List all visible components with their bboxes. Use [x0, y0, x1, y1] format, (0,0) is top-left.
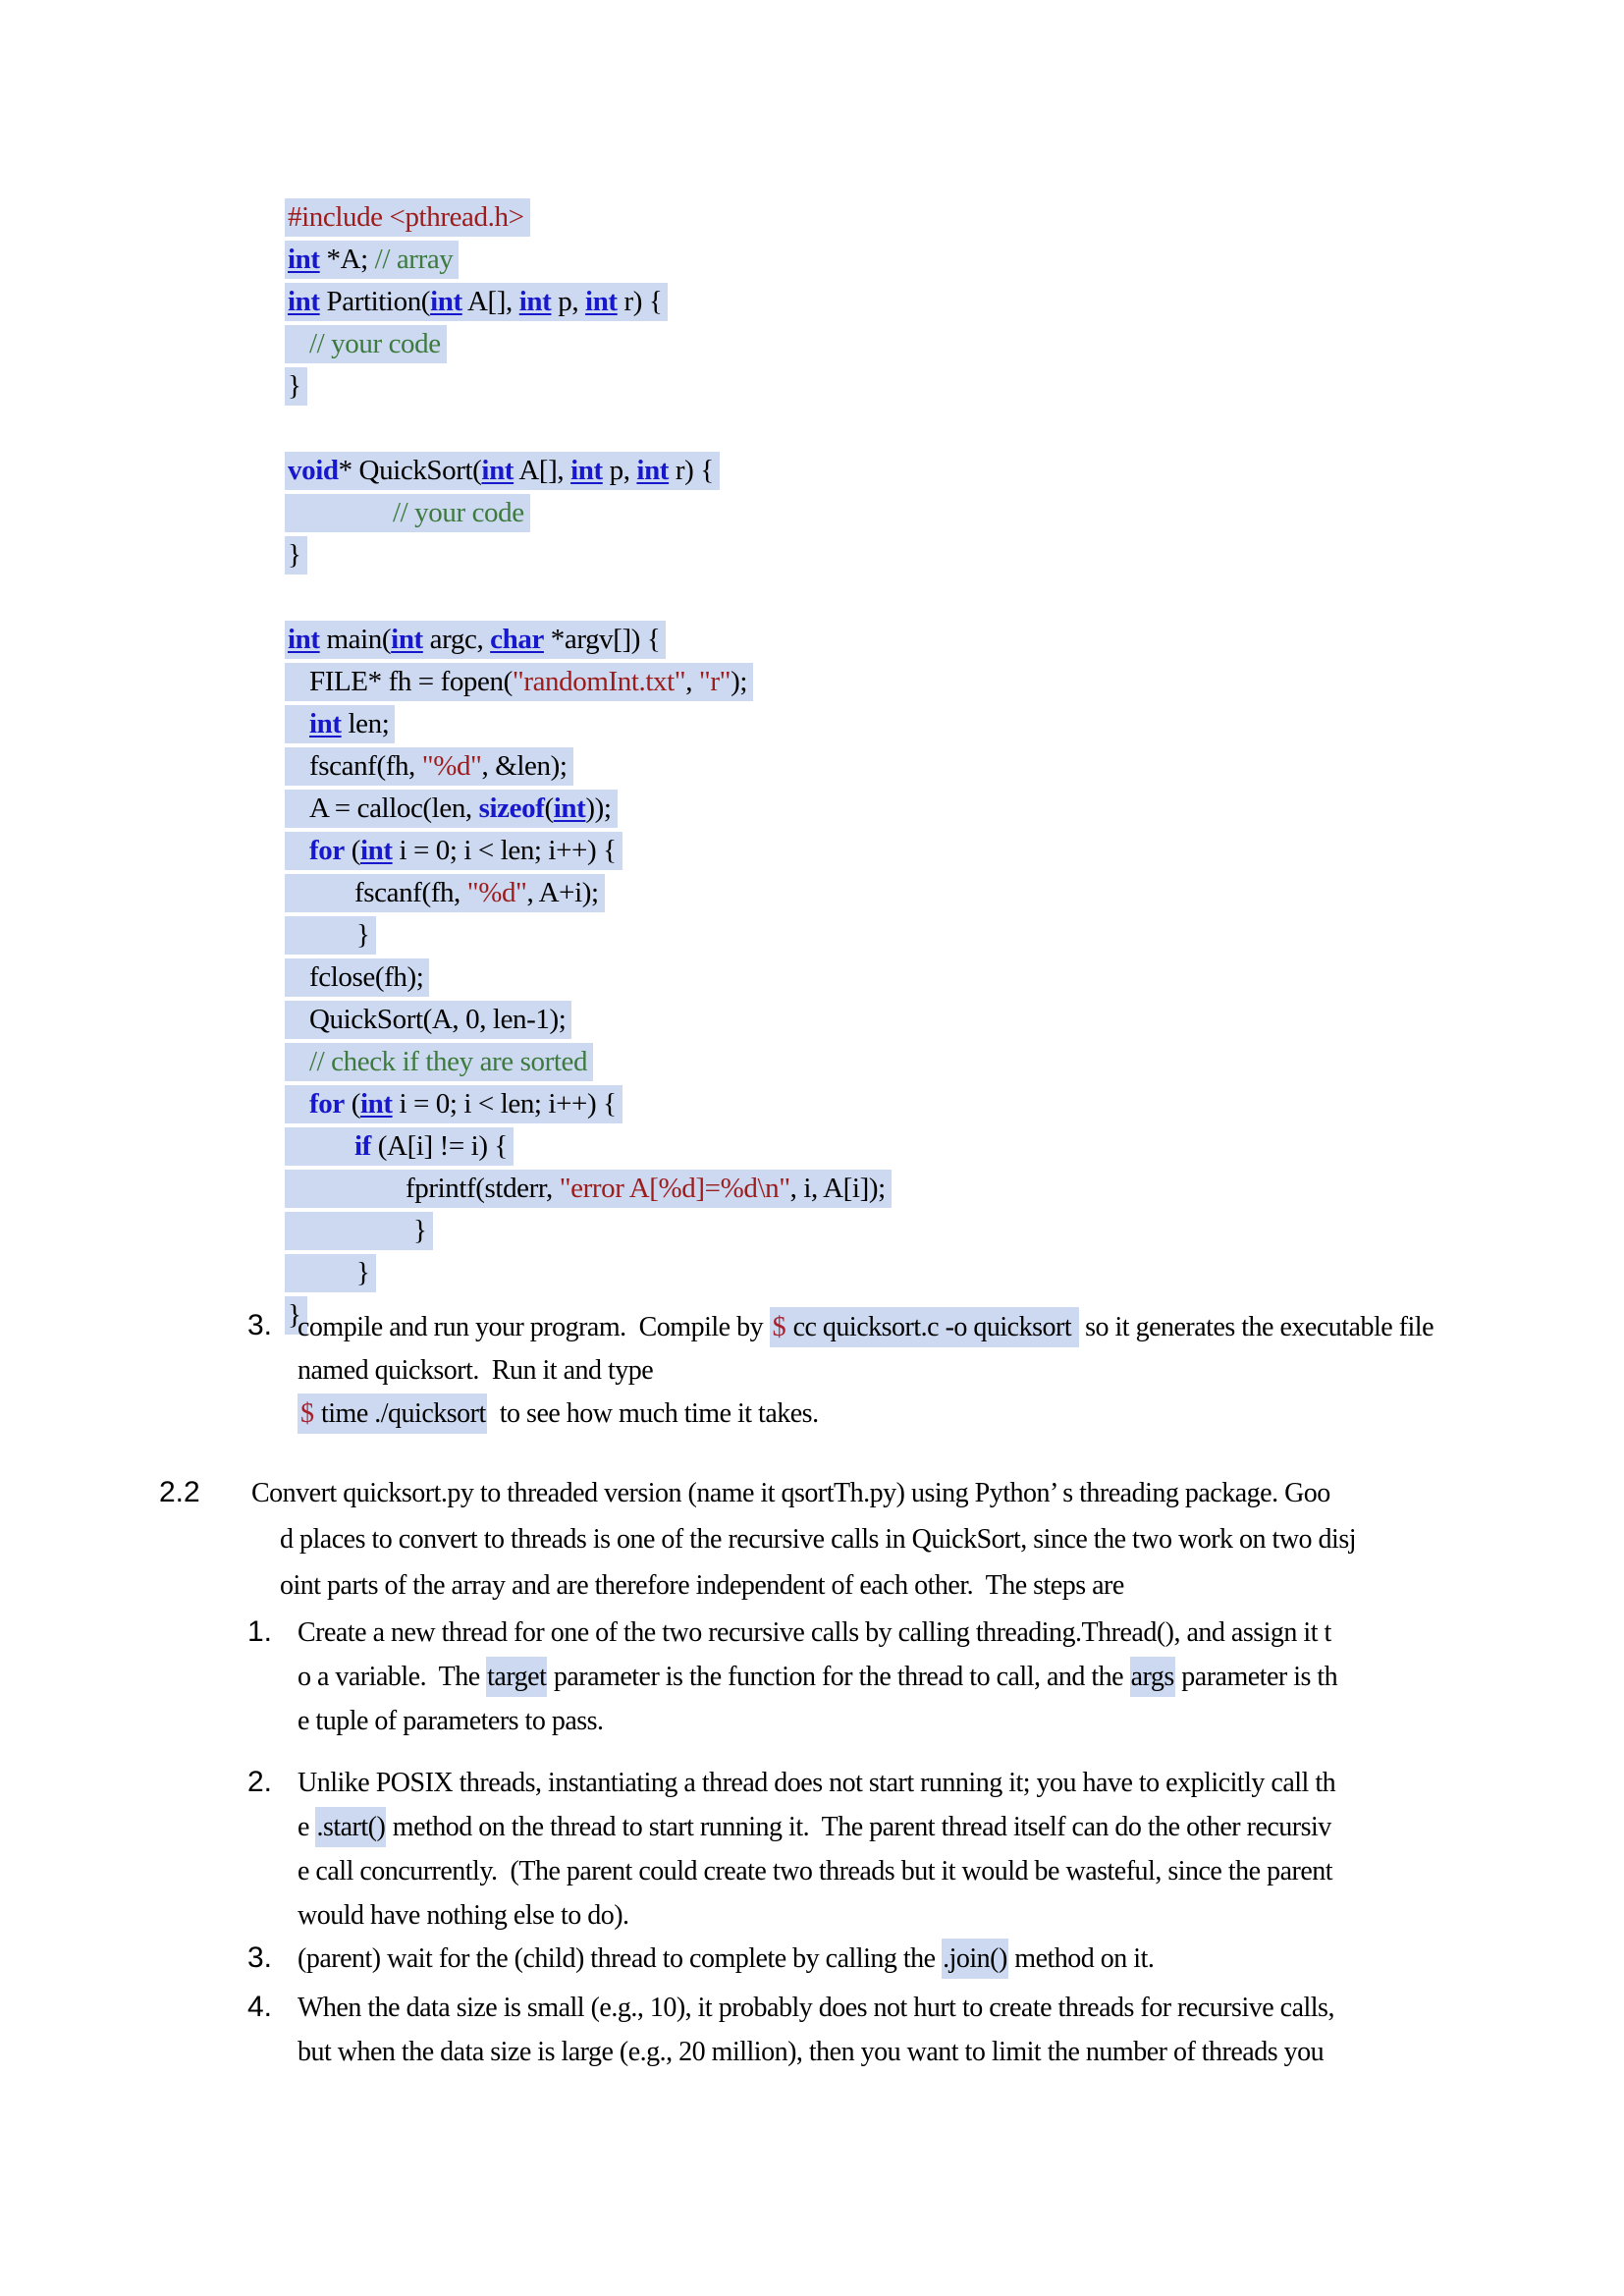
token-bhl: .start()	[315, 1807, 386, 1847]
code-highlight	[285, 1127, 514, 1166]
token-text: oint parts of the array and are therefore independent of each other. The steps are	[280, 1570, 1124, 1601]
token-text: method on it.	[1007, 1943, 1155, 1974]
code-line	[285, 830, 892, 872]
token-kwu: int	[553, 793, 586, 824]
token-text: A[],	[461, 286, 519, 317]
token-kwu: int	[585, 286, 618, 317]
list-number: 2.	[247, 1766, 273, 1798]
list-item-text	[298, 1761, 1335, 1938]
token-com: // your code	[309, 328, 441, 359]
text-line	[298, 1986, 1334, 2030]
token-text: *A;	[319, 244, 375, 275]
token-bhl: cc quicksort.c -o quicksort	[785, 1307, 1079, 1347]
token-str: "%d"	[466, 877, 527, 908]
text-line	[298, 1306, 1434, 1349]
token-com: // your code	[393, 497, 524, 528]
token-kwu: int	[518, 286, 552, 317]
list-number: 3.	[247, 1309, 273, 1341]
code-line	[285, 239, 892, 281]
token-kwu: int	[288, 286, 320, 317]
token-hlred: $	[298, 1394, 314, 1434]
text-line	[298, 2030, 1334, 2074]
token-text: A[],	[514, 455, 571, 486]
token-text: }	[413, 1215, 427, 1246]
token-text: (A[i] != i) {	[370, 1130, 508, 1162]
code-line	[285, 999, 892, 1041]
token-kwu: int	[309, 708, 342, 739]
token-text: QuickSort(A, 0, len-1);	[309, 1004, 567, 1035]
code-line	[285, 1252, 892, 1294]
token-bhl: time ./quicksort	[314, 1394, 487, 1434]
section-text	[251, 1470, 1357, 1609]
token-text: r) {	[617, 286, 663, 317]
token-text: so it generates the executable file	[1078, 1312, 1434, 1342]
token-text: ,	[685, 666, 699, 697]
token-kwu: int	[481, 455, 514, 486]
code-highlight	[285, 1212, 433, 1250]
token-text: (	[544, 793, 554, 824]
code-line	[285, 1083, 892, 1125]
section-number: 2.2	[159, 1476, 200, 1508]
token-kwu: int	[359, 1088, 393, 1120]
token-kw: for	[309, 1088, 345, 1120]
token-text: fclose(fh);	[309, 961, 424, 993]
token-bhl: .join()	[942, 1939, 1008, 1979]
token-text: o a variable. The	[298, 1662, 487, 1692]
code-line	[285, 1125, 892, 1168]
token-text: }	[288, 370, 301, 402]
text-line	[251, 1470, 1356, 1516]
token-str: "randomInt.txt"	[512, 666, 686, 697]
token-text: }	[356, 919, 370, 951]
code-line	[285, 534, 892, 576]
token-text: }	[288, 539, 301, 571]
list-number: 4.	[247, 1991, 273, 2023]
token-bhl: args	[1130, 1657, 1175, 1697]
token-text: to see how much time it takes.	[486, 1398, 819, 1429]
token-text: len;	[341, 708, 390, 739]
token-text: r) {	[669, 455, 714, 486]
token-text: compile and run your program. Compile by	[298, 1312, 770, 1342]
token-kwu: int	[636, 455, 670, 486]
code-highlight	[285, 452, 720, 490]
token-text: Create a new thread for one of the two recursive calls by calling threading.Thread(), and assign it t	[298, 1617, 1331, 1648]
list-number: 1.	[247, 1615, 273, 1648]
code-line	[285, 196, 892, 239]
token-text: parameter is the function for the thread to call, and the	[547, 1662, 1130, 1692]
token-text: parameter is th	[1174, 1662, 1338, 1692]
text-line	[280, 1562, 1356, 1609]
token-text: fscanf(fh,	[354, 877, 467, 908]
token-text: (parent) wait for the (child) thread to complete by calling the	[298, 1943, 943, 1974]
token-kw: if	[354, 1130, 371, 1162]
text-line	[298, 1893, 1335, 1938]
token-text: ));	[585, 793, 612, 824]
token-kwu: int	[430, 286, 462, 317]
code-line	[285, 492, 892, 534]
code-line	[285, 323, 892, 365]
token-text: e tuple of parameters to pass.	[298, 1706, 604, 1736]
code-line	[285, 1168, 892, 1210]
token-text: When the data size is small (e.g., 10), it probably does not hurt to create threads for recursive calls,	[298, 1993, 1334, 2023]
token-com: // check if they are sorted	[309, 1046, 588, 1077]
token-com: // array	[374, 244, 454, 275]
code-highlight	[285, 790, 618, 828]
code-line	[285, 872, 892, 914]
code-highlight	[285, 832, 623, 870]
list-item-text	[298, 1986, 1334, 2074]
token-text: *argv[]) {	[543, 624, 661, 655]
code-highlight	[285, 705, 395, 743]
token-str: "r"	[698, 666, 731, 697]
code-line	[285, 788, 892, 830]
token-text: e call concurrently. (The parent could create two threads but it would be wasteful, since the parent	[298, 1856, 1333, 1886]
token-text: would have nothing else to do).	[298, 1900, 629, 1931]
token-text: A = calloc(len,	[309, 793, 479, 824]
token-text: e	[298, 1812, 316, 1842]
code-highlight	[285, 1043, 593, 1081]
code-blank-line	[285, 576, 892, 619]
token-str: #include <pthread.h>	[288, 201, 524, 233]
text-line	[280, 1516, 1356, 1562]
token-text: FILE* fh = fopen(	[309, 666, 513, 697]
token-text: d places to convert to threads is one of the recursive calls in QuickSort, since the two work on two disj	[280, 1524, 1357, 1555]
text-line	[298, 1655, 1337, 1699]
code-line	[285, 1210, 892, 1252]
token-text: Partition(	[319, 286, 431, 317]
token-text: Unlike POSIX threads, instantiating a thread does not start running it; you have to explicitly call th	[298, 1768, 1336, 1798]
token-text: Convert quicksort.py to threaded version (name it qsortTh.py) using Python’ s threading package. Goo	[251, 1478, 1330, 1508]
list-number: 3.	[247, 1941, 273, 1974]
token-kwu: int	[570, 455, 603, 486]
list-item-text	[298, 1611, 1337, 1743]
text-line	[298, 1937, 1154, 1981]
token-text: method on the thread to start running it. The parent thread itself can do the other recursiv	[386, 1812, 1331, 1842]
code-line	[285, 365, 892, 408]
text-line	[298, 1805, 1335, 1849]
code-line	[285, 281, 892, 323]
token-text: , i, A[i]);	[789, 1173, 886, 1204]
code-blank-line	[285, 408, 892, 450]
code-highlight	[285, 241, 459, 279]
token-text: , A+i);	[526, 877, 599, 908]
code-highlight	[285, 958, 429, 997]
code-line	[285, 661, 892, 703]
token-kwu: int	[288, 244, 320, 275]
code-line	[285, 745, 892, 788]
token-kw: sizeof	[478, 793, 545, 824]
token-text: i = 0; i < len; i++) {	[392, 1088, 617, 1120]
code-highlight	[285, 1001, 571, 1039]
text-line	[298, 1611, 1337, 1655]
code-highlight	[285, 621, 666, 659]
token-text: , &len);	[481, 750, 568, 782]
token-text: main(	[319, 624, 392, 655]
text-line	[298, 1393, 1434, 1436]
code-highlight	[285, 325, 447, 363]
token-kwu: char	[490, 624, 544, 655]
token-text: but when the data size is large (e.g., 20 million), then you want to limit the number of threads you	[298, 2037, 1325, 2067]
code-line	[285, 914, 892, 957]
token-text: i = 0; i < len; i++) {	[392, 835, 617, 866]
token-hlred: $	[770, 1307, 786, 1347]
token-kwu: int	[288, 624, 320, 655]
token-text: argc,	[422, 624, 491, 655]
code-line	[285, 1041, 892, 1083]
code-highlight	[285, 916, 376, 955]
token-text: (	[344, 835, 360, 866]
token-str: "error A[%d]=%d\n"	[559, 1173, 790, 1204]
text-line	[298, 1699, 1337, 1743]
code-line	[285, 703, 892, 745]
code-highlight	[285, 747, 573, 786]
code-line	[285, 619, 892, 661]
token-text: }	[356, 1257, 370, 1288]
token-text: p,	[602, 455, 637, 486]
code-highlight	[285, 198, 530, 237]
token-str: "%d"	[421, 750, 482, 782]
token-kwu: int	[359, 835, 393, 866]
token-text: );	[731, 666, 747, 697]
token-text: p,	[551, 286, 586, 317]
token-text: }	[288, 1299, 301, 1331]
code-highlight	[285, 1085, 623, 1123]
code-highlight	[285, 663, 753, 701]
token-text: fscanf(fh,	[309, 750, 422, 782]
list-item-text	[298, 1937, 1154, 1981]
token-bhl: target	[486, 1657, 547, 1697]
code-highlight	[285, 874, 605, 912]
code-block	[285, 196, 892, 1337]
code-line	[285, 957, 892, 999]
code-highlight	[285, 494, 530, 532]
token-text: * QuickSort(	[338, 455, 482, 486]
token-text: fprintf(stderr,	[406, 1173, 560, 1204]
code-highlight	[285, 1254, 376, 1292]
text-line	[298, 1349, 1434, 1393]
token-kw: for	[309, 835, 345, 866]
code-highlight	[285, 367, 307, 406]
code-highlight	[285, 283, 668, 321]
token-kwu: int	[391, 624, 423, 655]
code-highlight	[285, 1170, 892, 1208]
code-highlight	[285, 536, 307, 574]
token-kw: void	[288, 455, 339, 486]
text-line	[298, 1849, 1335, 1893]
code-line	[285, 450, 892, 492]
token-text: named quicksort. Run it and type	[298, 1355, 654, 1386]
list-item-text	[298, 1306, 1434, 1436]
text-line	[298, 1761, 1335, 1805]
token-text: (	[344, 1088, 360, 1120]
